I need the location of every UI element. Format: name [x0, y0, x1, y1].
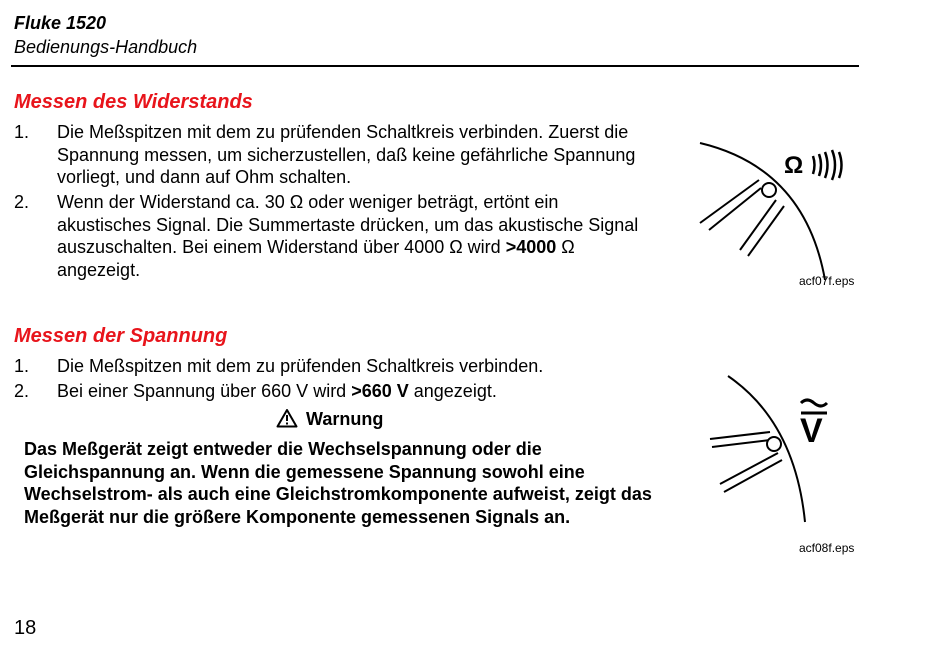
list-item-text: Wenn der Widerstand ca. 30 Ω oder weniger beträgt, ertönt ein akustisches Signal. Die Summertaste drücken, um das akustische Signal auszuschalten. Bei einem Widerstand über 4000 Ω wird >4000 Ω angezeigt.: [57, 192, 639, 280]
rotary-dial-illustration: [695, 138, 860, 288]
display-value-highlight: >4000: [505, 237, 557, 257]
volt-symbol: V: [800, 412, 823, 450]
list-item-number: 1.: [14, 122, 30, 142]
warning-triangle-icon: [276, 408, 298, 428]
list-item-number: 2.: [14, 192, 30, 212]
page-number: 18: [14, 617, 37, 639]
section-title-voltage: Messen der Spannung: [14, 325, 228, 347]
ohm-symbol: Ω: [784, 152, 804, 179]
rotary-dial-illustration: [700, 372, 860, 532]
warning-text: Das Meßgerät zeigt entweder die Wechselspannung oder die Gleichspannung an. Wenn die gemessene Spannung sowohl eine Wechselstrom- als auch eine Gleichstromkomponente aufweist, zeigt das Meßgerät nur die größere Komponente gemessenen Signals an.: [24, 439, 652, 527]
header-divider: [11, 65, 859, 67]
figure-caption-resistance: acf07f.eps: [799, 274, 855, 288]
list-item: [14, 121, 654, 189]
list-item-text: Die Meßspitzen mit dem zu prüfenden Schaltkreis verbinden.: [57, 356, 544, 376]
list-item-text: Bei einer Spannung über 660 V wird >660 V angezeigt.: [57, 381, 497, 401]
warning-title: Warnung: [306, 409, 384, 429]
figure-voltage-dial: [700, 372, 860, 532]
manual-subtitle: Bedienungs-Handbuch: [14, 37, 198, 57]
list-item-text: Die Meßspitzen mit dem zu prüfenden Schaltkreis verbinden. Zuerst die Spannung messen, um sicherzustellen, daß keine gefährliche Spannung vorliegt, und dann auf Ohm schalten.: [57, 122, 636, 187]
list-item-number: 2.: [14, 381, 30, 401]
section-title-resistance: Messen des Widerstands: [14, 91, 253, 113]
display-value-highlight: >660 V: [351, 381, 409, 401]
list-item: [14, 380, 654, 403]
beeper-icon: [813, 150, 842, 180]
warning-heading: [276, 408, 383, 430]
ac-wave-icon: [801, 400, 827, 406]
figure-resistance-dial: [695, 138, 860, 288]
figure-caption-voltage: acf08f.eps: [799, 541, 855, 555]
manual-product-title: Fluke 1520: [14, 13, 107, 33]
list-item: [14, 355, 654, 378]
list-item-number: 1.: [14, 356, 30, 376]
list-item: [14, 191, 654, 283]
